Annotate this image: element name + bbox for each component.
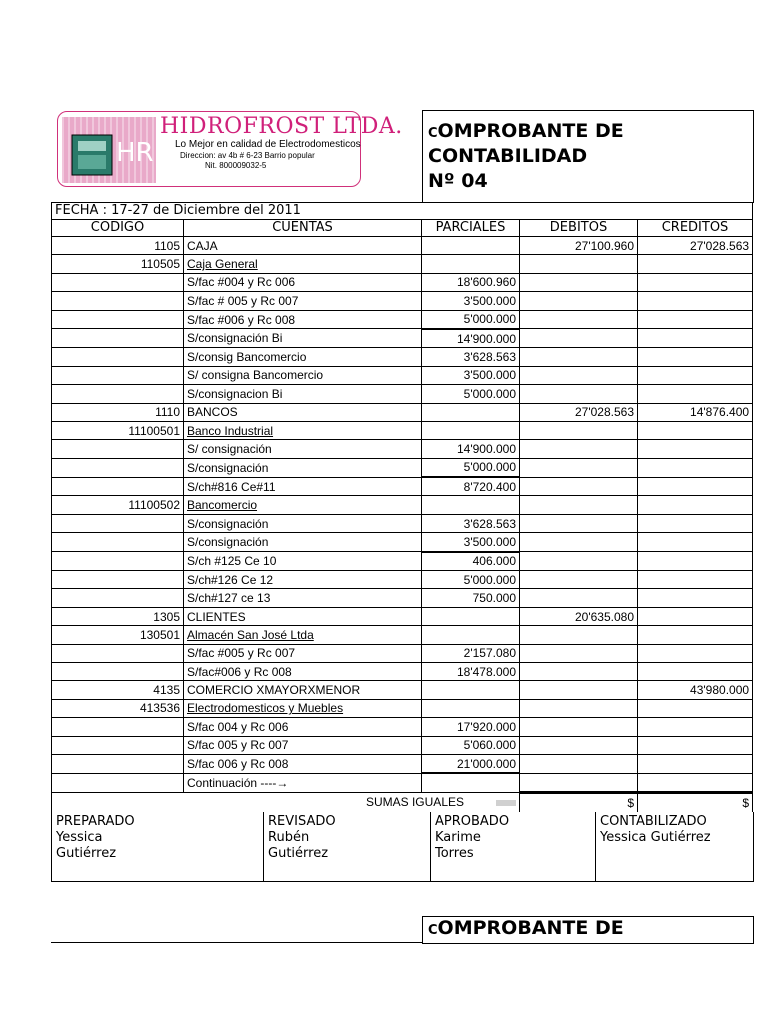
cell-parcial bbox=[422, 773, 520, 792]
cell-credito bbox=[638, 718, 753, 736]
table-row bbox=[52, 458, 753, 477]
cell-codigo: 1105 bbox=[52, 237, 184, 255]
cell-parcial bbox=[422, 496, 520, 514]
cell-cuenta: S/fac #006 y Rc 008 bbox=[184, 310, 422, 329]
cell-parcial: 18'600.960 bbox=[422, 273, 520, 291]
totals-credit: $ bbox=[638, 793, 753, 812]
cell-cuenta: S/ch#816 Ce#11 bbox=[184, 477, 422, 496]
cell-codigo bbox=[52, 718, 184, 736]
table-row bbox=[52, 477, 753, 496]
cell-cuenta: CAJA bbox=[184, 237, 422, 255]
cell-codigo bbox=[52, 385, 184, 403]
table-row bbox=[52, 571, 753, 589]
company-address: Direccion: av 4b # 6-23 Barrio popular bbox=[180, 151, 315, 160]
cell-credito: 43'980.000 bbox=[638, 681, 753, 699]
cell-cuenta: S/consignación Bi bbox=[184, 329, 422, 348]
cell-codigo bbox=[52, 310, 184, 329]
cell-debito bbox=[520, 348, 638, 366]
cell-parcial bbox=[422, 255, 520, 273]
signature-name: Torres bbox=[435, 846, 474, 861]
cell-codigo bbox=[52, 477, 184, 496]
cell-credito bbox=[638, 329, 753, 348]
cell-credito bbox=[638, 736, 753, 754]
cell-credito bbox=[638, 514, 753, 532]
cell-credito bbox=[638, 440, 753, 458]
cell-debito bbox=[520, 421, 638, 439]
cell-cuenta: S/ch #125 Ce 10 bbox=[184, 552, 422, 571]
cell-parcial: 21'000.000 bbox=[422, 754, 520, 773]
cell-credito bbox=[638, 552, 753, 571]
cell-debito: 20'635.080 bbox=[520, 607, 638, 625]
signature-role: APROBADO bbox=[435, 814, 510, 829]
cell-codigo bbox=[52, 589, 184, 607]
cell-cuenta: Continuación ----→ bbox=[184, 773, 422, 792]
signature-preparado bbox=[52, 812, 263, 881]
signature-role: CONTABILIZADO bbox=[600, 814, 707, 829]
cell-debito bbox=[520, 496, 638, 514]
table-row bbox=[52, 754, 753, 773]
cell-cuenta: Banco Industrial bbox=[184, 421, 422, 439]
cell-credito bbox=[638, 273, 753, 291]
cell-codigo: 11100502 bbox=[52, 496, 184, 514]
cell-debito bbox=[520, 366, 638, 384]
cell-codigo bbox=[52, 736, 184, 754]
cell-parcial: 17'920.000 bbox=[422, 718, 520, 736]
cell-parcial bbox=[422, 403, 520, 421]
cell-codigo bbox=[52, 571, 184, 589]
document-title-line1: COMPROBANTE DE bbox=[428, 120, 624, 142]
cell-credito bbox=[638, 699, 753, 717]
cell-debito bbox=[520, 310, 638, 329]
cell-parcial: 14'900.000 bbox=[422, 329, 520, 348]
cell-parcial: 750.000 bbox=[422, 589, 520, 607]
cell-codigo bbox=[52, 773, 184, 792]
cell-codigo: 4135 bbox=[52, 681, 184, 699]
table-row bbox=[52, 273, 753, 291]
cell-debito bbox=[520, 699, 638, 717]
cell-credito bbox=[638, 571, 753, 589]
cell-debito bbox=[520, 626, 638, 644]
cell-cuenta: S/consignación bbox=[184, 514, 422, 532]
cell-codigo: 110505 bbox=[52, 255, 184, 273]
table-row bbox=[52, 607, 753, 625]
cell-parcial bbox=[422, 421, 520, 439]
cell-credito: 27'028.563 bbox=[638, 237, 753, 255]
cell-credito bbox=[638, 458, 753, 477]
arrow-icon bbox=[496, 800, 516, 806]
cell-debito bbox=[520, 440, 638, 458]
cell-credito bbox=[638, 589, 753, 607]
cell-codigo bbox=[52, 273, 184, 291]
cell-parcial: 3'500.000 bbox=[422, 533, 520, 552]
cell-codigo: 11100501 bbox=[52, 421, 184, 439]
cell-parcial: 3'628.563 bbox=[422, 514, 520, 532]
date-text: FECHA : 17-27 de Diciembre del 2011 bbox=[52, 203, 753, 220]
cell-cuenta: Electrodomesticos y Muebles bbox=[184, 699, 422, 717]
cell-credito bbox=[638, 310, 753, 329]
cell-credito bbox=[638, 626, 753, 644]
divider bbox=[51, 942, 422, 943]
table-row bbox=[52, 366, 753, 384]
cell-credito: 14'876.400 bbox=[638, 403, 753, 421]
cell-codigo bbox=[52, 348, 184, 366]
cell-credito bbox=[638, 607, 753, 625]
header-codigo: CODIGO bbox=[52, 220, 184, 237]
table-row bbox=[52, 773, 753, 792]
cell-parcial: 5'060.000 bbox=[422, 736, 520, 754]
cell-debito bbox=[520, 773, 638, 792]
cell-cuenta: Caja General bbox=[184, 255, 422, 273]
cell-parcial: 2'157.080 bbox=[422, 644, 520, 662]
logo-letters: HR bbox=[116, 138, 154, 168]
cell-parcial: 5'000.000 bbox=[422, 310, 520, 329]
table-row bbox=[52, 681, 753, 699]
cell-codigo: 1305 bbox=[52, 607, 184, 625]
cell-cuenta: S/fac 004 y Rc 006 bbox=[184, 718, 422, 736]
cell-debito bbox=[520, 571, 638, 589]
totals-label: SUMAS IGUALES bbox=[52, 793, 520, 812]
signature-role: REVISADO bbox=[268, 814, 336, 829]
cell-cuenta: BANCOS bbox=[184, 403, 422, 421]
table-row bbox=[52, 736, 753, 754]
accounting-table bbox=[51, 202, 753, 812]
cell-cuenta: S/consignación bbox=[184, 458, 422, 477]
cell-cuenta: S/fac #004 y Rc 006 bbox=[184, 273, 422, 291]
cell-debito bbox=[520, 514, 638, 532]
cell-credito bbox=[638, 644, 753, 662]
cell-debito bbox=[520, 681, 638, 699]
cell-debito bbox=[520, 477, 638, 496]
cell-parcial bbox=[422, 237, 520, 255]
table-row bbox=[52, 403, 753, 421]
cell-parcial: 3'500.000 bbox=[422, 366, 520, 384]
totals-row bbox=[52, 793, 753, 812]
table-row bbox=[52, 329, 753, 348]
cell-codigo bbox=[52, 458, 184, 477]
company-name: HIDROFROST LTDA. bbox=[160, 114, 403, 139]
cell-debito bbox=[520, 552, 638, 571]
date-row bbox=[52, 203, 753, 220]
cell-debito bbox=[520, 736, 638, 754]
cell-cuenta: CLIENTES bbox=[184, 607, 422, 625]
cell-parcial: 5'000.000 bbox=[422, 458, 520, 477]
signature-revisado bbox=[263, 812, 431, 881]
cell-credito bbox=[638, 773, 753, 792]
cell-codigo bbox=[52, 533, 184, 552]
cell-credito bbox=[638, 366, 753, 384]
table-row bbox=[52, 533, 753, 552]
cell-parcial: 5'000.000 bbox=[422, 385, 520, 403]
cell-parcial bbox=[422, 681, 520, 699]
cell-cuenta: S/fac 005 y Rc 007 bbox=[184, 736, 422, 754]
cell-cuenta: S/ch#127 ce 13 bbox=[184, 589, 422, 607]
cell-debito bbox=[520, 292, 638, 310]
cell-cuenta: S/consignación bbox=[184, 533, 422, 552]
header-creditos: CREDITOS bbox=[638, 220, 753, 237]
cell-debito bbox=[520, 754, 638, 773]
cell-credito bbox=[638, 754, 753, 773]
cell-credito bbox=[638, 292, 753, 310]
cell-cuenta: S/consignacion Bi bbox=[184, 385, 422, 403]
table-row bbox=[52, 237, 753, 255]
cell-parcial bbox=[422, 699, 520, 717]
cell-parcial: 5'000.000 bbox=[422, 571, 520, 589]
company-nit: Nit. 800009032-5 bbox=[205, 161, 267, 170]
cell-codigo bbox=[52, 292, 184, 310]
signature-contabilizado bbox=[595, 812, 753, 881]
header-parciales: PARCIALES bbox=[422, 220, 520, 237]
cell-cuenta: S/fac 006 y Rc 008 bbox=[184, 754, 422, 773]
cell-codigo bbox=[52, 662, 184, 680]
totals-debit: $ bbox=[520, 793, 638, 812]
table-row bbox=[52, 255, 753, 273]
table-row bbox=[52, 514, 753, 532]
cell-cuenta: COMERCIO XMAYORXMENOR bbox=[184, 681, 422, 699]
next-document-title: COMPROBANTE DE bbox=[428, 917, 624, 939]
cell-cuenta: S/fac #005 y Rc 007 bbox=[184, 644, 422, 662]
cell-codigo bbox=[52, 366, 184, 384]
table-row bbox=[52, 385, 753, 403]
cell-codigo: 413536 bbox=[52, 699, 184, 717]
table-row bbox=[52, 310, 753, 329]
cell-cuenta: S/ consigna Bancomercio bbox=[184, 366, 422, 384]
cell-credito bbox=[638, 477, 753, 496]
cell-cuenta: S/ch#126 Ce 12 bbox=[184, 571, 422, 589]
cell-parcial: 8'720.400 bbox=[422, 477, 520, 496]
cell-debito: 27'100.960 bbox=[520, 237, 638, 255]
cell-debito bbox=[520, 533, 638, 552]
cell-parcial: 3'628.563 bbox=[422, 348, 520, 366]
cell-debito bbox=[520, 644, 638, 662]
table-row bbox=[52, 440, 753, 458]
cell-debito bbox=[520, 273, 638, 291]
table-row bbox=[52, 699, 753, 717]
cell-parcial: 18'478.000 bbox=[422, 662, 520, 680]
cell-codigo bbox=[52, 440, 184, 458]
table-row bbox=[52, 718, 753, 736]
cell-parcial bbox=[422, 607, 520, 625]
cell-cuenta: S/consig Bancomercio bbox=[184, 348, 422, 366]
table-row bbox=[52, 496, 753, 514]
document-title-line2: CONTABILIDAD bbox=[428, 145, 588, 167]
cell-debito bbox=[520, 718, 638, 736]
cell-debito: 27'028.563 bbox=[520, 403, 638, 421]
cell-codigo bbox=[52, 514, 184, 532]
cell-credito bbox=[638, 385, 753, 403]
signature-name: Yessica Gutiérrez bbox=[600, 830, 711, 845]
signature-aprobado bbox=[431, 812, 595, 881]
table-header-row bbox=[52, 220, 753, 237]
signature-name: Yessica bbox=[56, 830, 103, 845]
table-row bbox=[52, 552, 753, 571]
cell-parcial: 14'900.000 bbox=[422, 440, 520, 458]
cell-codigo bbox=[52, 552, 184, 571]
table-row bbox=[52, 626, 753, 644]
table-row bbox=[52, 662, 753, 680]
cell-codigo bbox=[52, 644, 184, 662]
header-cuentas: CUENTAS bbox=[184, 220, 422, 237]
cell-credito bbox=[638, 421, 753, 439]
signature-name: Karime bbox=[435, 830, 481, 845]
cell-debito bbox=[520, 329, 638, 348]
table-row bbox=[52, 644, 753, 662]
cell-debito bbox=[520, 589, 638, 607]
cell-debito bbox=[520, 255, 638, 273]
cell-cuenta: Almacén San José Ltda bbox=[184, 626, 422, 644]
cell-codigo bbox=[52, 754, 184, 773]
cell-cuenta: Bancomercio bbox=[184, 496, 422, 514]
signature-block bbox=[51, 812, 754, 882]
cell-cuenta: S/fac#006 y Rc 008 bbox=[184, 662, 422, 680]
cell-credito bbox=[638, 496, 753, 514]
company-tagline: Lo Mejor en calidad de Electrodomesticos bbox=[175, 139, 361, 150]
cell-credito bbox=[638, 348, 753, 366]
cell-parcial: 406.000 bbox=[422, 552, 520, 571]
header-debitos: DEBITOS bbox=[520, 220, 638, 237]
table-row bbox=[52, 421, 753, 439]
signature-name: Rubén bbox=[268, 830, 310, 845]
table-row bbox=[52, 589, 753, 607]
cell-codigo: 130501 bbox=[52, 626, 184, 644]
cell-debito bbox=[520, 458, 638, 477]
cell-credito bbox=[638, 533, 753, 552]
document-number: Nº 04 bbox=[428, 170, 488, 192]
signature-name: Gutiérrez bbox=[56, 846, 117, 861]
cell-cuenta: S/ consignación bbox=[184, 440, 422, 458]
table-row bbox=[52, 292, 753, 310]
cell-parcial bbox=[422, 626, 520, 644]
cell-cuenta: S/fac # 005 y Rc 007 bbox=[184, 292, 422, 310]
table-row bbox=[52, 348, 753, 366]
cell-credito bbox=[638, 662, 753, 680]
cell-debito bbox=[520, 385, 638, 403]
cell-parcial: 3'500.000 bbox=[422, 292, 520, 310]
signature-role: PREPARADO bbox=[56, 814, 135, 829]
cell-codigo: 1110 bbox=[52, 403, 184, 421]
cell-codigo bbox=[52, 329, 184, 348]
signature-name: Gutiérrez bbox=[268, 846, 329, 861]
cell-debito bbox=[520, 662, 638, 680]
cell-credito bbox=[638, 255, 753, 273]
